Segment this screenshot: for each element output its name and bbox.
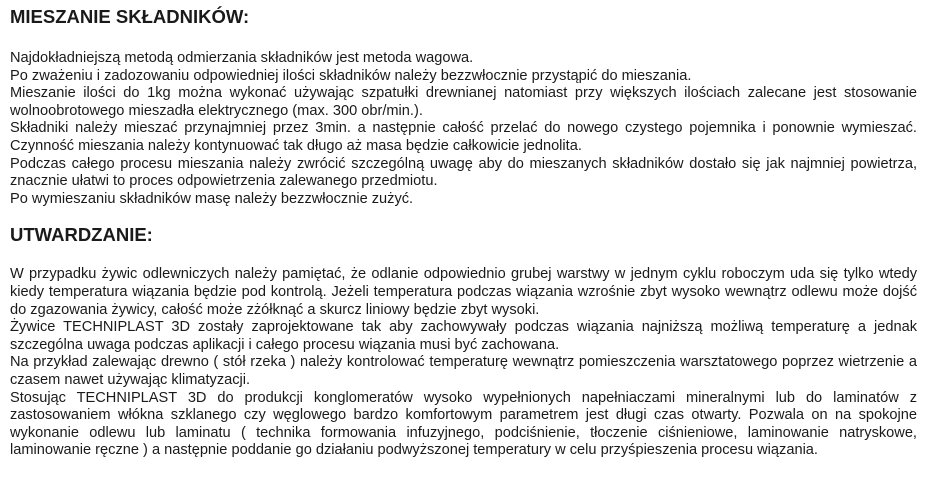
paragraph: Mieszanie ilości do 1kg można wykonać używając szpatułki drewnianej natomiast przy większych ilościach zalecane jest stosowanie wolnoobrotowego mieszadła elektrycznego (max. 300 obr/min.).: [10, 85, 917, 119]
section-title-curing: UTWARDZANIE:: [10, 224, 153, 246]
document-page: [10, 0, 917, 460]
paragraph: Żywice TECHNIPLAST 3D zostały zaprojektowane tak aby zachowywały podczas wiązania najniższą możliwą temperaturę a jednak szczególna uwaga podczas aplikacji i całego procesu wiązania musi być zachowana.: [10, 319, 917, 353]
paragraph: Składniki należy mieszać przynajmniej przez 3min. a następnie całość przelać do nowego czystego pojemnika i ponownie wymieszać. Czynność mieszania należy kontynuować tak długo aż masa będzie całkowicie jednolita.: [10, 120, 917, 154]
paragraph: Po wymieszaniu składników masę należy bezzwłocznie zużyć.: [10, 190, 414, 207]
section-body-mixing: [10, 50, 917, 208]
section-title-mixing: MIESZANIE SKŁADNIKÓW:: [10, 6, 250, 27]
paragraph: Stosując TECHNIPLAST 3D do produkcji konglomeratów wysoko wypełnionych napełniaczami mineralnymi lub do laminatów z zastosowaniem włókna szklanego czy węglowego bardzo komfortowym parametrem jest długi czas otwarty. Pozwala on na spokojne wykonanie odlewu lub laminatu ( technika formowania infuzyjnego, podciśnienie, tłoczenie ciśnieniowe, laminowanie natryskowe, laminowanie ręczne ) a następnie poddanie go działaniu podwyższonej temperatury w celu przyśpieszenia procesu wiązania.: [10, 389, 917, 459]
paragraph: Na przykład zalewając drewno ( stół rzeka ) należy kontrolować temperaturę wewnątrz pomieszczenia warsztatowego poprzez wietrzenie a czasem nawet używając klimatyzacji.: [10, 354, 917, 388]
paragraph: Najdokładniejszą metodą odmierzania składników jest metoda wagowa.: [10, 50, 474, 66]
paragraph: W przypadku żywic odlewniczych należy pamiętać, że odlanie odpowiednio grubej warstwy w jednym cyklu roboczym uda się tylko wtedy kiedy temperatura wiązania będzie pod kontrolą. Jeżeli temperatura podczas wiązania wzrośnie zbyt wysoko wewnątrz odlewu może dojść do zgazowania żywicy, całość może zżółknąć a skurcz liniowy będzie zbyt wysoki.: [10, 266, 917, 318]
paragraph: Po zważeniu i zadozowaniu odpowiedniej ilości składników należy bezzwłocznie przystąpić do mieszania.: [10, 67, 692, 84]
paragraph: Podczas całego procesu mieszania należy zwrócić szczególną uwagę aby do mieszanych składników dostało się jak najmniej powietrza, znacznie ułatwi to proces odpowietrzenia zalewanego przedmiotu.: [10, 155, 917, 190]
section-body-curing: [10, 266, 917, 460]
